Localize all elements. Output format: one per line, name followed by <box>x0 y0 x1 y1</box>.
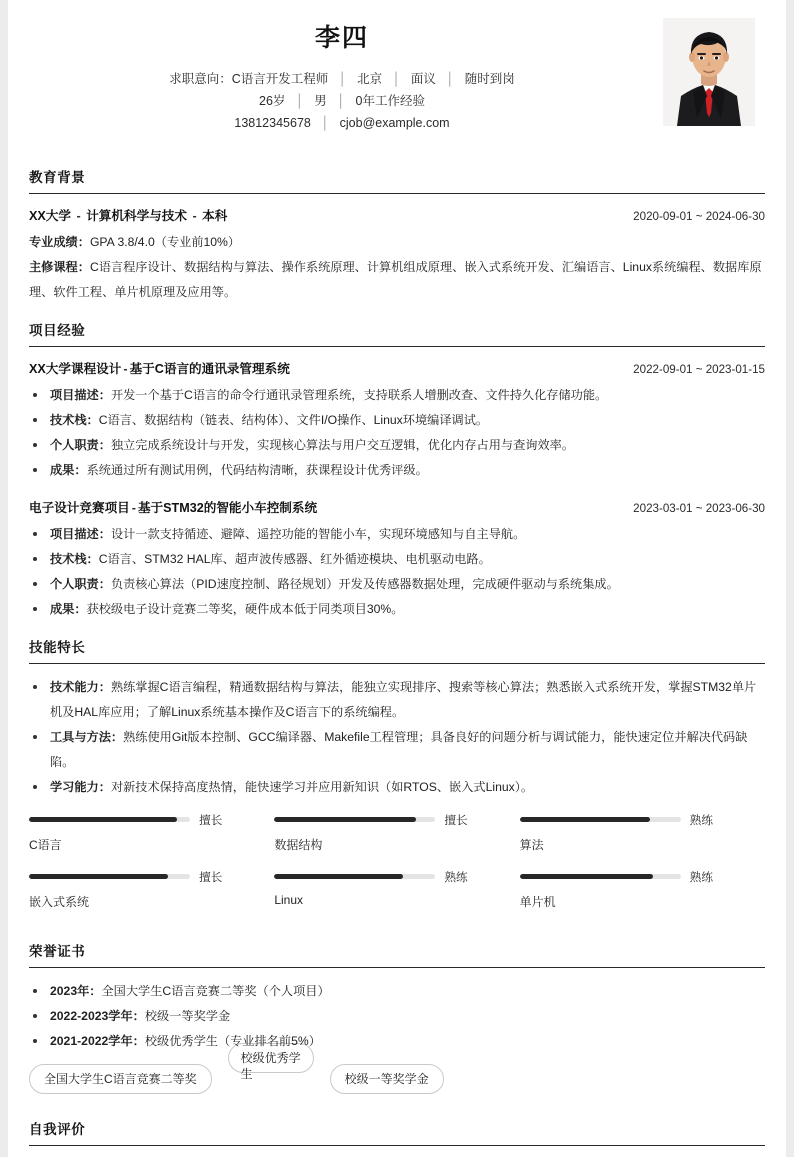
list-item-text: 校级一等奖学金 <box>144 1008 231 1023</box>
email-address: cjob@example.com <box>339 115 450 130</box>
section-title-selfeval: 自我评价 <box>29 1121 86 1137</box>
honor-tag[interactable]: 全国大学生C语言竞赛二等奖 <box>29 1064 212 1094</box>
list-item <box>29 1029 765 1054</box>
skill-level-label: 熟练 <box>689 813 713 827</box>
education-title <box>29 205 227 224</box>
education-gpa-label: 专业成绩： <box>29 234 90 249</box>
skill-name-label: 嵌入式系统 <box>29 894 90 909</box>
list-item <box>29 522 765 547</box>
education-degree: 本科 <box>202 208 228 223</box>
project-entry <box>29 497 765 622</box>
section-divider <box>29 663 765 664</box>
section-title-honors: 荣誉证书 <box>29 943 86 959</box>
list-item-text: 校级优秀学生（专业排名前5%） <box>144 1033 321 1048</box>
project-title <box>29 497 317 516</box>
list-item-text: 设计一款支持循迹、避障、遥控功能的智能小车，实现环境感知与自主导航。 <box>110 526 526 541</box>
skill-bar-row <box>274 812 467 828</box>
education-courses-line <box>29 255 765 305</box>
list-item <box>29 597 765 622</box>
education-date: 2020-09-01 ~ 2024-06-30 <box>633 209 765 223</box>
skill-level-label: 擅长 <box>199 813 223 827</box>
honor-tag[interactable]: 校级一等奖学金 <box>330 1064 444 1094</box>
job-intent: 求职意向：C语言开发工程师 <box>169 71 329 86</box>
meta-separator-icon: │ <box>392 71 401 86</box>
list-item-text: 熟练掌握C语言编程，精通数据结构与算法，能独立实现排序、搜索等核心算法；熟悉嵌入式系统开发，掌握STM32单片机及HAL库应用；了解Linux系统基本操作及C语言下的系统编程。 <box>50 679 757 719</box>
section-divider <box>29 1145 765 1146</box>
list-item-label: 2021-2022学年： <box>50 1033 145 1048</box>
project-title <box>29 358 290 377</box>
resume-page <box>8 0 786 1157</box>
list-item <box>29 547 765 572</box>
meta-separator-icon: │ <box>337 93 346 108</box>
avatar <box>663 18 755 126</box>
section-education <box>29 166 765 305</box>
list-item-text: 开发一个基于C语言的命令行通讯录管理系统，支持联系人增删改查、文件持久化存储功能。 <box>110 387 608 402</box>
meta-separator-icon: │ <box>338 71 347 86</box>
skill-level-label: 熟练 <box>689 870 713 884</box>
skills-bullet-list <box>29 675 765 800</box>
project-name: 基于C语言的通讯录管理系统 <box>129 361 290 376</box>
skill-bar-cell <box>29 869 274 910</box>
section-selfeval <box>29 1118 765 1146</box>
skill-progress-track <box>520 817 681 822</box>
skill-progress-track <box>29 874 190 879</box>
skill-name-label: 数据结构 <box>274 837 323 852</box>
education-entry-head <box>29 205 765 224</box>
list-item-label: 技术栈： <box>50 412 99 427</box>
skill-progress-fill <box>29 817 177 822</box>
list-item-label: 项目描述： <box>50 526 111 541</box>
job-availability: 随时到岗 <box>464 71 515 86</box>
skill-progress-fill <box>520 817 651 822</box>
header-text-block <box>29 22 765 134</box>
list-item-text: 全国大学生C语言竞赛二等奖（个人项目） <box>101 983 330 998</box>
list-item <box>29 979 765 1004</box>
section-divider <box>29 967 765 968</box>
skill-name-label: 单片机 <box>519 894 556 909</box>
skill-progress-fill <box>274 874 403 879</box>
list-item-label: 技术能力： <box>50 679 111 694</box>
skill-bar-cell <box>520 869 765 910</box>
list-item <box>29 1004 765 1029</box>
skill-progress-track <box>520 874 681 879</box>
skill-bar-cell <box>520 812 765 853</box>
age: 26岁 <box>259 93 286 108</box>
list-item-label: 学习能力： <box>50 779 111 794</box>
list-item-label: 2022-2023学年： <box>50 1008 145 1023</box>
section-skills <box>29 636 765 926</box>
list-item-text: 独立完成系统设计与开发，实现核心算法与用户交互逻辑，优化内存占用与查询效率。 <box>110 437 575 452</box>
meta-separator-icon: │ <box>295 93 304 108</box>
list-item-label: 个人职责： <box>50 437 111 452</box>
skill-progress-track <box>274 817 435 822</box>
honor-tag[interactable]: 校级优秀学生 <box>228 1043 314 1073</box>
honor-tag-list <box>29 1050 765 1104</box>
title-separator-icon: - <box>76 208 81 223</box>
list-item-text: 负责核心算法（PID速度控制、路径规划）开发及传感器数据处理，完成硬件驱动与系统集成。 <box>110 576 619 591</box>
skill-bar-cell <box>274 869 519 910</box>
education-school: XX大学 <box>29 208 71 223</box>
list-item <box>29 383 765 408</box>
gender: 男 <box>314 93 327 108</box>
resume-header <box>29 0 765 152</box>
list-item <box>29 725 765 775</box>
skill-bar-row <box>520 869 713 885</box>
list-item <box>29 775 765 800</box>
list-item <box>29 675 765 725</box>
list-item-text: 系统通过所有测试用例，代码结构清晰，获课程设计优秀评级。 <box>86 462 428 477</box>
title-separator-icon: - <box>123 361 128 376</box>
work-years: 0年工作经验 <box>355 93 425 108</box>
section-divider <box>29 346 765 347</box>
skill-level-label: 擅长 <box>444 813 468 827</box>
list-item-text: 对新技术保持高度热情，能快速学习并应用新知识（如RTOS、嵌入式Linux）。 <box>110 779 534 794</box>
education-courses-label: 主修课程： <box>29 259 90 274</box>
list-item <box>29 572 765 597</box>
list-item-label: 项目描述： <box>50 387 111 402</box>
project-date: 2022-09-01 ~ 2023-01-15 <box>633 362 765 376</box>
education-entry <box>29 205 765 305</box>
list-item-label: 个人职责： <box>50 576 111 591</box>
header-meta-line-2 <box>29 90 655 112</box>
skill-progress-fill <box>29 874 168 879</box>
education-gpa-line <box>29 230 765 255</box>
project-entry <box>29 358 765 483</box>
list-item-label: 工具与方法： <box>50 729 124 744</box>
skill-level-label: 熟练 <box>444 870 468 884</box>
phone-number: 13812345678 <box>234 115 311 130</box>
project-entry-head <box>29 497 765 516</box>
skill-name-label: Linux <box>274 892 304 907</box>
education-gpa-value: GPA 3.8/4.0（专业前10%） <box>89 234 241 249</box>
projects-list <box>29 358 765 622</box>
skill-bar-row <box>29 869 222 885</box>
list-item-label: 成果： <box>50 462 87 477</box>
honors-bullet-list <box>29 979 765 1054</box>
job-city: 北京 <box>357 71 383 86</box>
list-item-text: C语言、STM32 HAL库、超声波传感器、红外循迹模块、电机驱动电路。 <box>98 551 491 566</box>
skill-name-label: 算法 <box>519 837 544 852</box>
skill-progress-fill <box>274 817 416 822</box>
list-item-text: C语言、数据结构（链表、结构体）、文件I/O操作、Linux环境编译调试。 <box>98 412 489 427</box>
skill-progress-track <box>274 874 435 879</box>
skill-bar-row <box>520 812 713 828</box>
skill-bar-grid <box>29 812 765 926</box>
meta-separator-icon: │ <box>446 71 455 86</box>
avatar-portrait-icon <box>663 18 755 126</box>
title-separator-icon: - <box>192 208 197 223</box>
section-projects <box>29 319 765 622</box>
title-separator-icon: - <box>131 500 136 515</box>
header-meta-line-3 <box>29 112 655 134</box>
project-org: 电子设计竞赛项目 <box>29 500 130 515</box>
list-item-label: 成果： <box>50 601 87 616</box>
education-courses-value: C语言程序设计、数据结构与算法、操作系统原理、计算机组成原理、嵌入式系统开发、汇编语言、Linux系统编程、数据库原理、软件工程、单片机原理及应用等。 <box>29 259 762 299</box>
list-item-label: 技术栈： <box>50 551 99 566</box>
section-divider <box>29 193 765 194</box>
project-org: XX大学课程设计 <box>29 361 122 376</box>
page-title: 李四 <box>314 24 369 52</box>
section-honors <box>29 940 765 1104</box>
project-entry-head <box>29 358 765 377</box>
skill-bar-cell <box>29 812 274 853</box>
project-bullet-list <box>29 383 765 483</box>
project-date: 2023-03-01 ~ 2023-06-30 <box>633 501 765 515</box>
header-meta-line-1 <box>29 68 655 90</box>
section-title-projects: 项目经验 <box>29 322 86 338</box>
list-item-text: 熟练使用Git版本控制、GCC编译器、Makefile工程管理；具备良好的问题分析与调试能力，能快速定位并解决代码缺陷。 <box>50 729 748 769</box>
project-bullet-list <box>29 522 765 622</box>
education-major: 计算机科学与技术 <box>86 208 187 223</box>
project-name: 基于STM32的智能小车控制系统 <box>137 500 318 515</box>
skill-progress-track <box>29 817 190 822</box>
skill-bar-row <box>274 869 467 885</box>
skill-level-label: 擅长 <box>199 870 223 884</box>
list-item-label: 2023年： <box>50 983 102 998</box>
skill-bar-row <box>29 812 222 828</box>
section-title-education: 教育背景 <box>29 169 86 185</box>
list-item <box>29 433 765 458</box>
job-salary: 面议 <box>410 71 436 86</box>
skill-name-label: C语言 <box>29 837 62 852</box>
meta-separator-icon: │ <box>321 115 330 130</box>
skill-progress-fill <box>520 874 654 879</box>
skill-bar-cell <box>274 812 519 853</box>
section-title-skills: 技能特长 <box>29 639 86 655</box>
list-item <box>29 408 765 433</box>
list-item-text: 获校级电子设计竞赛二等奖，硬件成本低于同类项目30%。 <box>86 601 404 616</box>
list-item <box>29 458 765 483</box>
